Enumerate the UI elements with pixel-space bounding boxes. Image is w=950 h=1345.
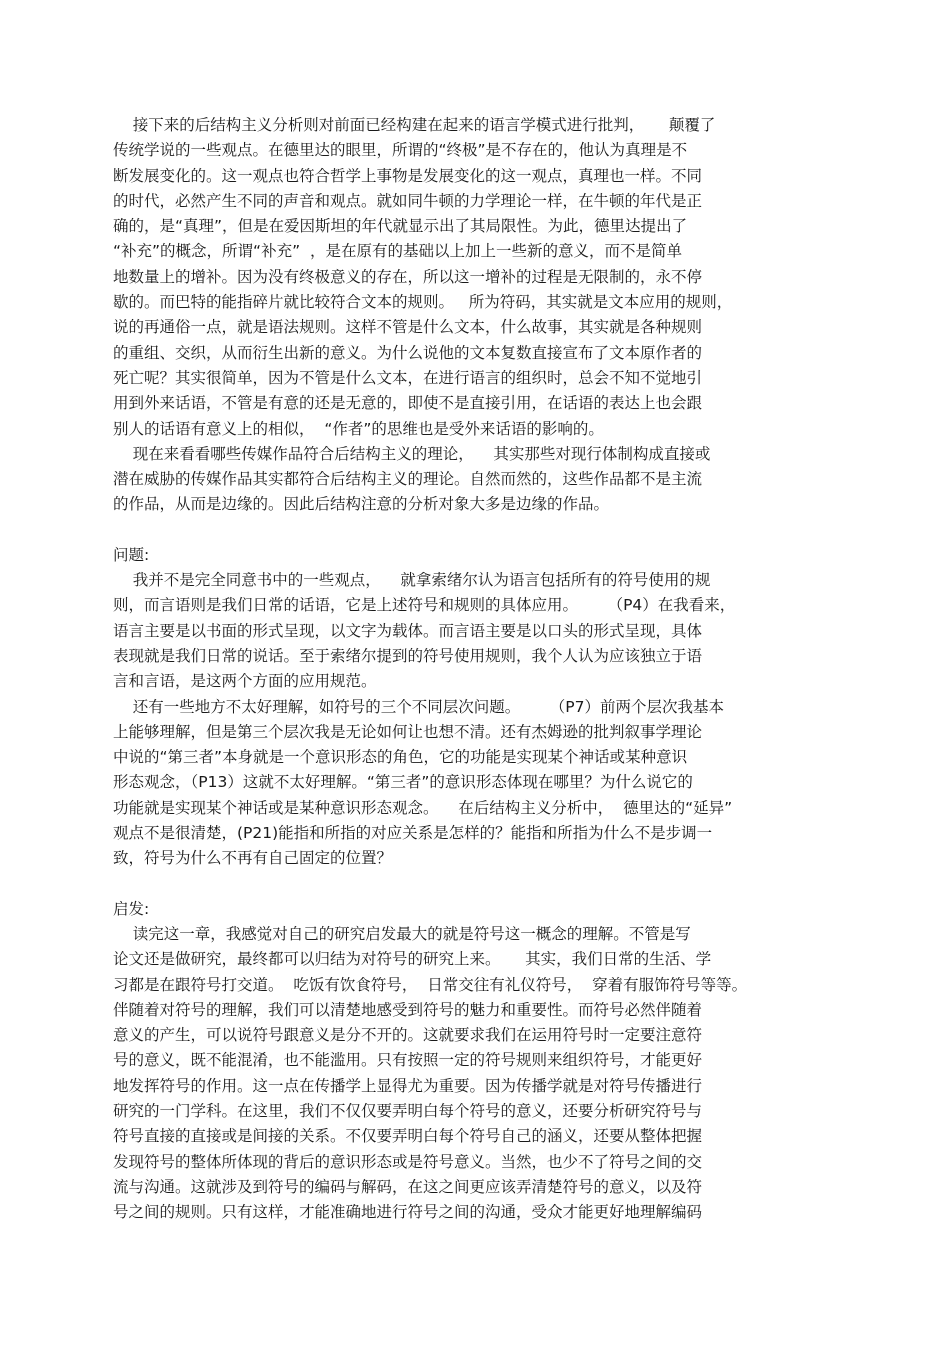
paragraph-line: 还有一些地方不太好理解，如符号的三个不同层次问题。 （P7）前两个层次我基本: [113, 697, 724, 716]
paragraph-line: 别人的话语有意义上的相似， “作者”的思维也是受外来话语的影响的。: [113, 419, 604, 438]
section-gap: [113, 872, 843, 897]
paragraph-line: 中说的“第三者”本身就是一个意识形态的角色，它的功能是实现某个神话或某种意识: [113, 748, 688, 767]
section-heading-questions: 问题:: [113, 545, 150, 564]
paragraph-line: 致，符号为什么不再有自己固定的位置？: [113, 849, 393, 868]
paragraph-line: 地发挥符号的作用。这一点在传播学上显得尤为重要。因为传播学就是对符号传播进行: [113, 1076, 703, 1095]
paragraph-line: 语言主要是以书面的形式呈现，以文字为载体。而言语主要是以口头的形式呈现，具体: [113, 621, 703, 640]
paragraph-line: 的作品，从而是边缘的。因此后结构注意的分析对象大多是边缘的作品。: [113, 495, 610, 514]
paragraph-line: 论文还是做研究，最终都可以归结为对符号的研究上来。 其实，我们日常的生活、学: [113, 950, 712, 969]
paragraph-line: 上能够理解，但是第三个层次我是无论如何让也想不清。还有杰姆逊的批判叙事学理论: [113, 722, 703, 741]
paragraph-line: 符号直接的直接或是间接的关系。不仅要弄明白每个符号自己的涵义，还要从整体把握: [113, 1127, 703, 1146]
paragraph-line: 说的再通俗一点，就是语法规则。这样不管是什么文本，什么故事，其实就是各种规则: [113, 318, 703, 337]
paragraph-line: 用到外来话语，不管是有意的还是无意的，即使不是直接引用，在话语的表达上也会跟: [113, 394, 703, 413]
paragraph-line: 流与沟通。这就涉及到符号的编码与解码，在这之间更应该弄清楚符号的意义，以及符: [113, 1177, 703, 1196]
paragraph-line: 确的，是“真理”，但是在爱因斯坦的年代就显示出了其局限性。为此，德里达提出了: [113, 217, 688, 236]
paragraph-line: 死亡呢？其实很简单，因为不管是什么文本，在进行语言的组织时，总会不知不觉地引: [113, 368, 703, 387]
paragraph-line: 断发展变化的。这一观点也符合哲学上事物是发展变化的这一观点，真理也一样。不同: [113, 166, 703, 185]
section-inspiration: [113, 897, 843, 1226]
paragraph-line: 伴随着对符号的理解，我们可以清楚地感受到符号的魅力和重要性。而符号必然伴随着: [113, 1000, 703, 1019]
section-poststructuralism: [113, 113, 843, 518]
paragraph-line: 接下来的后结构主义分析则对前面已经构建在起来的语言学模式进行批判， 颠覆了: [113, 116, 716, 134]
paragraph-line: 则，而言语则是我们日常的话语，它是上述符号和规则的具体应用。 （P4）在我看来，: [113, 596, 736, 615]
paragraph-line: 发现符号的整体所体现的背后的意识形态或是符号意义。当然，也少不了符号之间的交: [113, 1152, 703, 1171]
paragraph-line: 传统学说的一些观点。在德里达的眼里，所谓的“终极”是不存在的，他认为真理是不: [113, 141, 688, 160]
section-heading-inspiration: 启发:: [113, 899, 150, 918]
paragraph-line: 现在来看看哪些传媒作品符合后结构主义的理论， 其实那些对现行体制构成直接或: [113, 444, 711, 463]
paragraph-line: 读完这一章，我感觉对自己的研究启发最大的就是符号这一概念的理解。不管是写: [113, 924, 691, 943]
paragraph-line: 潜在威胁的传媒作品其实都符合后结构主义的理论。自然而然的，这些作品都不是主流: [113, 470, 703, 489]
paragraph-line: 地数量上的增补。因为没有终极意义的存在，所以这一增补的过程是无限制的，永不停: [113, 267, 703, 286]
paragraph-line: 的重组、交织，从而衍生出新的意义。为什么说他的文本复数直接宣布了文本原作者的: [113, 343, 703, 362]
paragraph-line: 观点不是很清楚，(P21)能指和所指的对应关系是怎样的？能指和所指为什么不是步调一: [113, 824, 713, 843]
document-page: [113, 113, 843, 1225]
paragraph-line: 的时代，必然产生不同的声音和观点。就如同牛顿的力学理论一样，在牛顿的年代是正: [113, 191, 703, 210]
section-questions: [113, 543, 843, 872]
paragraph-line: 表现就是我们日常的说话。至于索绪尔提到的符号使用规则，我个人认为应该独立于语: [113, 646, 703, 665]
paragraph-line: 言和言语，是这两个方面的应用规范。: [113, 672, 377, 691]
paragraph-line: 我并不是完全同意书中的一些观点， 就拿索绪尔认为语言包括所有的符号使用的规: [113, 571, 711, 590]
section-gap: [113, 518, 843, 543]
paragraph-line: 号之间的规则。只有这样，才能准确地进行符号之间的沟通，受众才能更好地理解编码: [113, 1203, 703, 1222]
paragraph-line: 形态观念，（P13）这就不太好理解。“第三者”的意识形态体现在哪里？为什么说它的: [113, 773, 693, 792]
paragraph-line: 号的意义，既不能混淆，也不能滥用。只有按照一定的符号规则来组织符号，才能更好: [113, 1051, 703, 1070]
paragraph-line: 功能就是实现某个神话或是某种意识形态观念。 在后结构主义分析中， 德里达的“延异”: [113, 798, 733, 817]
paragraph-line: 习都是在跟符号打交道。 吃饭有饮食符号， 日常交往有礼仪符号， 穿着有服饰符号等等。: [113, 975, 748, 994]
paragraph-line: 歇的。而巴特的能指碎片就比较符合文本的规则。 所为符码，其实就是文本应用的规则，: [113, 293, 733, 312]
paragraph-line: 意义的产生，可以说符号跟意义是分不开的。这就要求我们在运用符号时一定要注意符: [113, 1026, 703, 1045]
paragraph-line: “补充”的概念，所谓“补充” ，是在原有的基础以上加上一些新的意义，而不是简单: [113, 242, 682, 261]
paragraph-line: 研究的一门学科。在这里，我们不仅仅要弄明白每个符号的意义，还要分析研究符号与: [113, 1101, 703, 1120]
